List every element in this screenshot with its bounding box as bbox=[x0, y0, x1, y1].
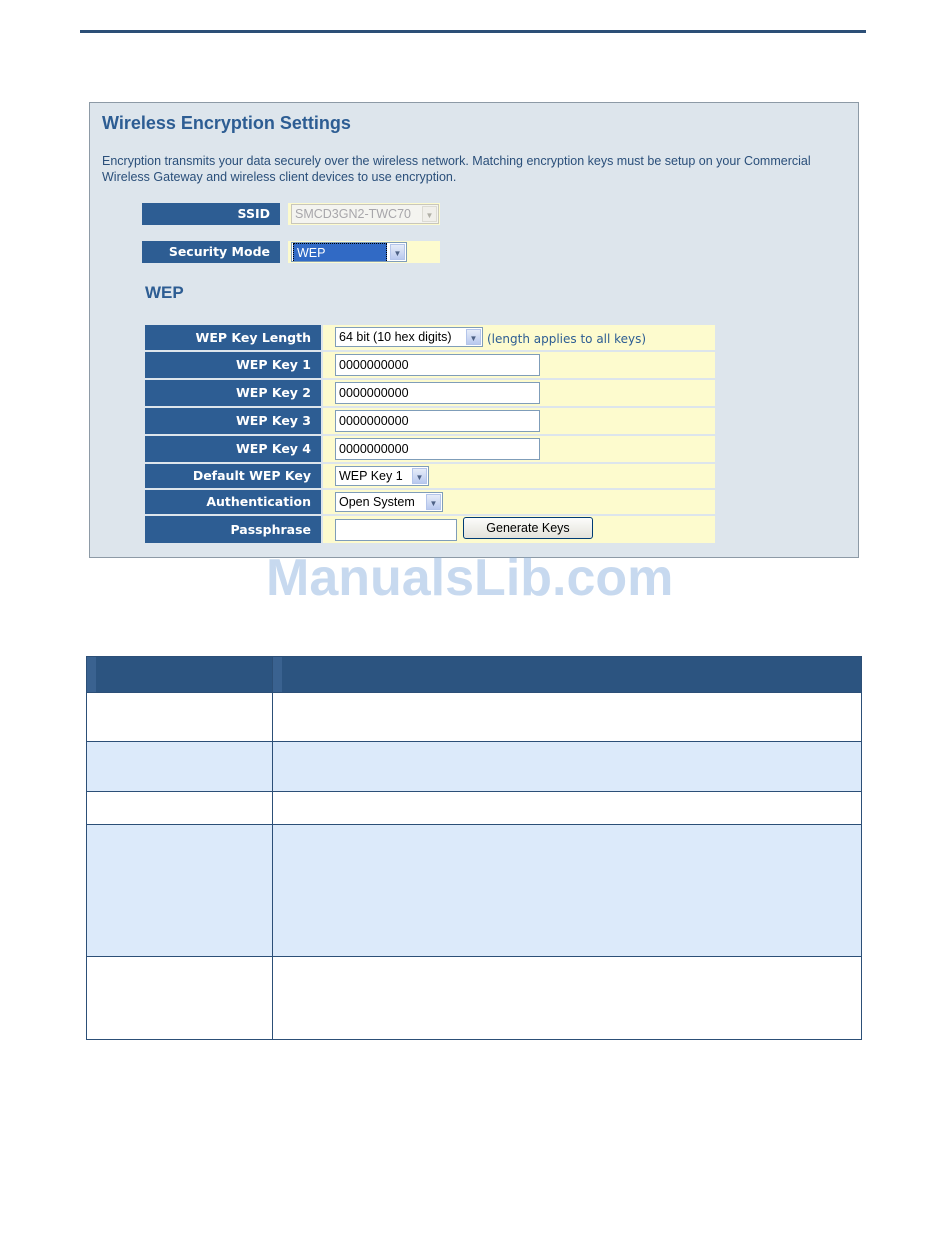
wep-key-3-label: WEP Key 3 bbox=[145, 408, 321, 434]
watermark: ManualsLib.com bbox=[266, 549, 674, 607]
default-wep-key-value: WEP Key 1 bbox=[339, 469, 403, 483]
description-table bbox=[86, 656, 862, 1040]
wep-key-2-input[interactable]: 0000000000 bbox=[335, 382, 540, 404]
wep-key-3-input[interactable]: 0000000000 bbox=[335, 410, 540, 432]
header-notch bbox=[273, 657, 282, 693]
wep-key-1-input[interactable]: 0000000000 bbox=[335, 354, 540, 376]
table-row bbox=[87, 956, 861, 1039]
table-header bbox=[87, 657, 861, 693]
panel-description: Encryption transmits your data securely over the wireless network. Matching encryption keys must be setup on your Commercial Wireless Gateway and wireless client devices to use encryption. bbox=[102, 154, 811, 184]
wep-key-1-label: WEP Key 1 bbox=[145, 352, 321, 378]
security-mode-value: WEP bbox=[293, 243, 387, 262]
chevron-down-icon: ▼ bbox=[466, 329, 481, 345]
passphrase-label: Passphrase bbox=[145, 516, 321, 543]
default-wep-key-select[interactable] bbox=[335, 466, 429, 486]
chevron-down-icon: ▼ bbox=[390, 244, 405, 260]
wep-key-4-input[interactable]: 0000000000 bbox=[335, 438, 540, 460]
chevron-down-icon: ▼ bbox=[426, 494, 441, 510]
top-rule bbox=[80, 30, 866, 33]
authentication-select[interactable] bbox=[335, 492, 443, 512]
wireless-encryption-panel bbox=[89, 102, 859, 558]
wep-key-length-label: WEP Key Length bbox=[145, 325, 321, 350]
authentication-value: Open System bbox=[339, 495, 415, 509]
column-divider bbox=[272, 657, 273, 1039]
header-notch bbox=[87, 657, 96, 693]
wep-key-length-select[interactable] bbox=[335, 327, 483, 347]
wep-key-length-value: 64 bit (10 hex digits) bbox=[339, 330, 452, 344]
wep-key-4-label: WEP Key 4 bbox=[145, 436, 321, 462]
chevron-down-icon: ▼ bbox=[422, 206, 437, 222]
authentication-label: Authentication bbox=[145, 490, 321, 514]
key-length-note: (length applies to all keys) bbox=[487, 332, 647, 346]
security-mode-select[interactable] bbox=[291, 242, 407, 262]
passphrase-input[interactable] bbox=[335, 519, 457, 541]
ssid-select[interactable] bbox=[291, 204, 439, 224]
default-wep-key-label: Default WEP Key bbox=[145, 464, 321, 488]
wep-key-2-label: WEP Key 2 bbox=[145, 380, 321, 406]
table-row bbox=[87, 791, 861, 825]
chevron-down-icon: ▼ bbox=[412, 468, 427, 484]
security-mode-label: Security Mode bbox=[142, 241, 280, 263]
table-row bbox=[87, 741, 861, 792]
generate-keys-button[interactable]: Generate Keys bbox=[463, 517, 593, 539]
table-row bbox=[87, 824, 861, 957]
wep-heading: WEP bbox=[145, 283, 184, 302]
table-row bbox=[87, 692, 861, 742]
ssid-label: SSID bbox=[142, 203, 280, 225]
panel-title: Wireless Encryption Settings bbox=[102, 113, 351, 133]
ssid-value: SMCD3GN2-TWC70 bbox=[295, 207, 411, 221]
